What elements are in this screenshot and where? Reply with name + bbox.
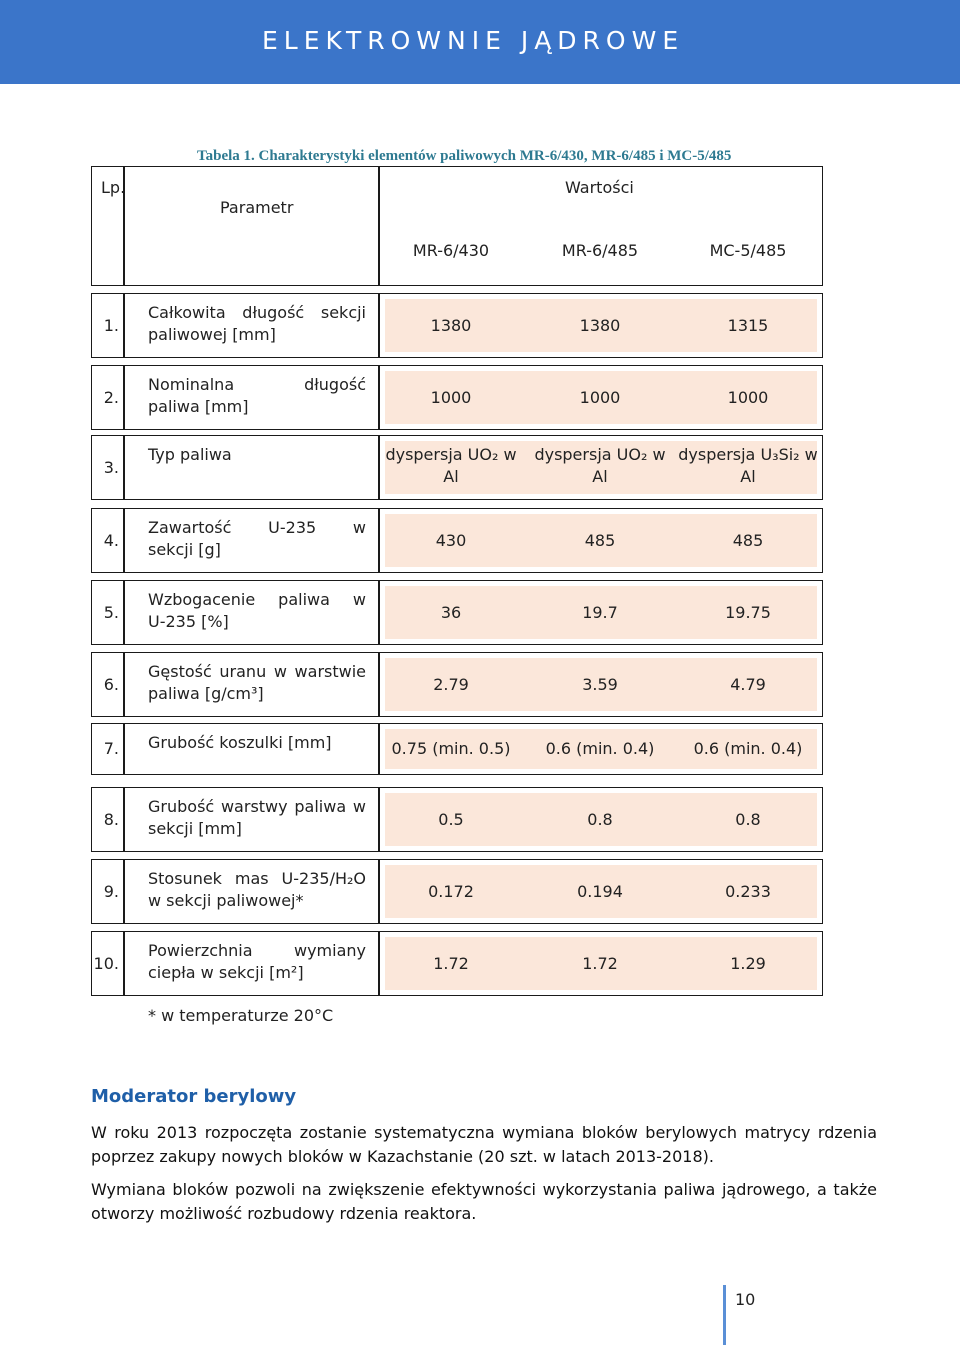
row-6-value-3: 4.79: [730, 674, 766, 694]
row-5-param-line1: Wzbogacenie paliwa w: [148, 590, 366, 609]
row-7-param-line1: Grubość koszulki [mm]: [148, 733, 332, 752]
header-lp-label: Lp.: [101, 178, 126, 197]
row-10-value-1: 1.72: [433, 953, 469, 973]
row-1-lp: 1.: [103, 315, 119, 335]
header-title: ELEKTROWNIE JĄDROWE: [262, 26, 685, 55]
row-5-param-line2: U-235 [%]: [148, 612, 229, 631]
row-6-value-1: 2.79: [433, 674, 469, 694]
row-9-value-2: 0.194: [577, 881, 623, 901]
row-8-value-3: 0.8: [735, 809, 761, 829]
row-5-lp: 5.: [103, 602, 119, 622]
row-9-param-line2: w sekcji paliwowej*: [148, 891, 304, 910]
row-10-value-3: 1.29: [730, 953, 766, 973]
row-8-param-line2: sekcji [mm]: [148, 819, 242, 838]
column-header-1: MR-6/430: [412, 241, 490, 260]
row-8-param-line1: Grubość warstwy paliwa w: [148, 797, 366, 816]
row-2-value-1: 1000: [430, 387, 472, 407]
row-7-value-1: 0.75 (min. 0.5): [391, 739, 511, 758]
row-5-value-3: 19.75: [725, 602, 771, 622]
row-6-value-2: 3.59: [582, 674, 618, 694]
header-values-label: Wartości: [565, 178, 634, 197]
row-2-lp: 2.: [103, 387, 119, 407]
row-1-param-line2: paliwowej [mm]: [148, 325, 276, 344]
row-9-param-line1: Stosunek mas U-235/H₂O: [148, 869, 366, 888]
row-8-value-1: 0.5: [438, 809, 464, 829]
page-header: [0, 0, 960, 84]
row-7-value-2: 0.6 (min. 0.4): [545, 739, 655, 758]
page-number-bar: [723, 1285, 726, 1345]
row-8-value-2: 0.8: [587, 809, 613, 829]
row-5-value-1: 36: [440, 602, 462, 622]
table-footnote: * w temperaturze 20°C: [148, 1006, 334, 1025]
paragraph-1: W roku 2013 rozpoczęta zostanie systematyczna wymiana bloków berylowych matrycy rdzenia poprzez zakupy nowych bloków w Kazachstanie (20 szt. w latach 2013-2018).: [91, 1123, 877, 1166]
row-8-lp: 8.: [103, 809, 119, 829]
table-caption: Tabela 1. Charakterystyki elementów paliwowych MR-6/430, MR-6/485 i MC-5/485: [197, 148, 732, 164]
row-3-value-2: dyspersja UO₂ w Al: [534, 445, 666, 486]
row-3-param-line1: Typ paliwa: [148, 445, 232, 464]
row-4-param-line1: Zawartość U-235 w: [148, 518, 366, 537]
row-5-value-2: 19.7: [582, 602, 618, 622]
row-10-lp: 10.: [93, 953, 119, 973]
page-number: 10: [735, 1290, 756, 1309]
row-10-param-line2: ciepła w sekcji [m²]: [148, 963, 304, 982]
row-7-lp: 7.: [103, 739, 119, 758]
row-2-param-line1: Nominalna długość: [148, 375, 366, 394]
row-2-value-2: 1000: [579, 387, 621, 407]
row-3-value-1: dyspersja UO₂ w Al: [385, 445, 517, 486]
row-9-value-1: 0.172: [428, 881, 474, 901]
paragraph-2: Wymiana bloków pozwoli na zwiększenie efektywności wykorzystania paliwa jądrowego, a także otworzy możliwość rozbudowy rdzenia reaktora.: [91, 1180, 877, 1223]
header-param-label: Parametr: [220, 198, 294, 217]
row-1-value-3: 1315: [727, 315, 769, 335]
section-title: Moderator berylowy: [91, 1086, 297, 1107]
row-9-value-3: 0.233: [725, 881, 771, 901]
row-1-value-1: 1380: [430, 315, 472, 335]
row-4-value-3: 485: [732, 530, 764, 550]
row-10-param-line1: Powierzchnia wymiany: [148, 941, 366, 960]
row-6-param-line1: Gęstość uranu w warstwie: [148, 662, 366, 681]
row-6-param-line2: paliwa [g/cm³]: [148, 684, 264, 703]
row-4-value-1: 430: [435, 530, 467, 550]
row-4-lp: 4.: [103, 530, 119, 550]
row-3-value-3: dyspersja U₃Si₂ w Al: [678, 445, 818, 486]
row-4-param-line2: sekcji [g]: [148, 540, 221, 559]
header-param-cell: [124, 166, 379, 286]
row-2-param-line2: paliwa [mm]: [148, 397, 249, 416]
row-6-lp: 6.: [103, 674, 119, 694]
column-header-3: MC-5/485: [709, 241, 787, 260]
row-1-value-2: 1380: [579, 315, 621, 335]
row-4-value-2: 485: [584, 530, 616, 550]
row-7-value-3: 0.6 (min. 0.4): [693, 739, 803, 758]
column-header-2: MR-6/485: [561, 241, 639, 260]
row-9-lp: 9.: [103, 881, 119, 901]
row-10-value-2: 1.72: [582, 953, 618, 973]
row-3-lp: 3.: [103, 457, 119, 477]
row-1-param-line1: Całkowita długość sekcji: [148, 303, 366, 322]
row-2-value-3: 1000: [727, 387, 769, 407]
